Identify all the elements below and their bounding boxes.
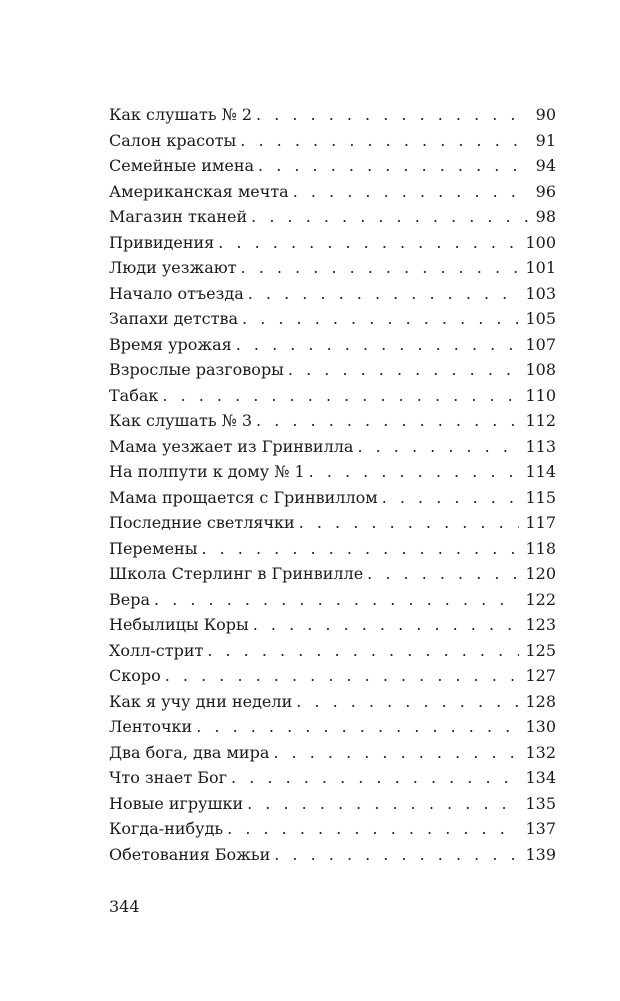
toc-entry-page: 128 [525, 691, 556, 711]
toc-entry-title: Начало отъезда [109, 283, 244, 303]
toc-entry-page: 112 [525, 411, 556, 430]
toc-entry [109, 765, 556, 791]
toc-entry [109, 536, 556, 562]
toc-entry-title: Как слушать № 2 [109, 105, 253, 124]
dot-leader [309, 459, 520, 485]
toc-entry-title: Обетования Божьи [109, 844, 271, 864]
toc-entry-page: 90 [535, 105, 556, 124]
dot-leader [162, 383, 519, 409]
toc-entry-title: Запахи детства [109, 309, 239, 328]
dot-leader [251, 204, 529, 230]
toc-entry [109, 306, 556, 332]
toc-entry-page: 137 [525, 819, 556, 838]
toc-entry-page: 139 [525, 844, 556, 864]
dot-leader [248, 281, 520, 307]
toc-entry-title: Новые игрушки [109, 793, 244, 813]
toc-entry-page: 123 [525, 615, 556, 634]
toc-entry-title: Магазин тканей [109, 207, 248, 226]
toc-entry [109, 485, 556, 511]
dot-leader [196, 714, 519, 740]
dot-leader [256, 102, 530, 128]
toc-entry [109, 128, 556, 154]
toc-entry-page: 105 [525, 309, 556, 328]
dot-leader [201, 536, 519, 562]
toc-entry [109, 230, 556, 256]
toc-entry-page: 127 [525, 666, 556, 685]
toc-entry-page: 125 [525, 640, 556, 660]
toc-entry-page: 115 [525, 487, 556, 507]
toc-entry [109, 102, 556, 128]
toc-entry-page: 94 [535, 156, 556, 175]
toc-entry [109, 816, 556, 842]
toc-entry-page: 132 [525, 742, 556, 762]
toc-entry-title: Как я учу дни недели [109, 691, 293, 711]
dot-leader [357, 434, 519, 460]
table-of-contents [109, 102, 556, 867]
toc-entry-page: 107 [525, 334, 556, 354]
toc-entry [109, 689, 556, 715]
toc-entry-title: Небылицы Коры [109, 615, 249, 634]
toc-entry [109, 153, 556, 179]
toc-entry-title: Табак [109, 385, 159, 405]
dot-leader [207, 638, 519, 664]
dot-leader [293, 179, 530, 205]
toc-entry-title: Взрослые разговоры [109, 360, 284, 379]
toc-entry-title: Семейные имена [109, 156, 255, 175]
toc-entry-page: 91 [535, 130, 556, 150]
toc-entry-title: Мама прощается с Гринвиллом [109, 487, 378, 507]
dot-leader [236, 332, 520, 358]
toc-entry-title: Школа Стерлинг в Гринвилле [109, 564, 364, 583]
toc-entry [109, 663, 556, 689]
toc-entry-title: Холл-стрит [109, 640, 204, 660]
toc-entry [109, 357, 556, 383]
toc-entry-page: 98 [535, 207, 556, 226]
toc-entry [109, 740, 556, 766]
dot-leader [242, 306, 519, 332]
dot-leader [288, 357, 520, 383]
toc-entry [109, 842, 556, 868]
dot-leader [231, 765, 519, 791]
toc-entry-title: Привидения [109, 232, 215, 252]
toc-entry-page: 122 [525, 589, 556, 609]
dot-leader [273, 740, 519, 766]
toc-entry [109, 714, 556, 740]
toc-entry-page: 135 [525, 793, 556, 813]
toc-entry-page: 110 [525, 385, 556, 405]
dot-leader [218, 230, 519, 256]
toc-entry-page: 101 [525, 258, 556, 277]
toc-entry-title: Вера [109, 589, 151, 609]
toc-entry [109, 561, 556, 587]
toc-entry-page: 96 [535, 181, 556, 201]
toc-entry [109, 612, 556, 638]
toc-entry-page: 108 [525, 360, 556, 379]
toc-entry [109, 383, 556, 409]
toc-entry [109, 638, 556, 664]
toc-entry [109, 408, 556, 434]
toc-entry-title: Скоро [109, 666, 161, 685]
toc-entry [109, 587, 556, 613]
dot-leader [296, 689, 519, 715]
dot-leader [241, 255, 520, 281]
dot-leader [299, 510, 520, 536]
toc-entry [109, 459, 556, 485]
toc-entry-title: Когда-нибудь [109, 819, 224, 838]
toc-entry [109, 791, 556, 817]
dot-leader [247, 791, 519, 817]
toc-entry-page: 117 [525, 513, 556, 532]
toc-entry [109, 255, 556, 281]
dot-leader [253, 612, 520, 638]
toc-entry-title: Два бога, два мира [109, 742, 270, 762]
toc-entry-title: Мама уезжает из Гринвилла [109, 436, 354, 456]
toc-entry-title: Салон красоты [109, 130, 237, 150]
toc-entry-title: Как слушать № 3 [109, 411, 253, 430]
toc-entry-title: Американская мечта [109, 181, 289, 201]
toc-entry-page: 100 [525, 232, 556, 252]
toc-entry-page: 134 [525, 768, 556, 787]
dot-leader [256, 408, 519, 434]
dot-leader [240, 128, 529, 154]
toc-entry-title: Люди уезжают [109, 258, 237, 277]
toc-entry [109, 204, 556, 230]
toc-entry-title: Ленточки [109, 717, 193, 736]
dot-leader [367, 561, 519, 587]
dot-leader [258, 153, 530, 179]
dot-leader [165, 663, 520, 689]
dot-leader [274, 842, 519, 868]
toc-entry-page: 113 [525, 436, 556, 456]
toc-entry [109, 434, 556, 460]
toc-entry-page: 120 [525, 564, 556, 583]
page-number: 344 [109, 897, 140, 916]
toc-entry-title: Последние светлячки [109, 513, 295, 532]
toc-entry [109, 281, 556, 307]
dot-leader [382, 485, 520, 511]
dot-leader [227, 816, 519, 842]
toc-entry-title: На полпути к дому № 1 [109, 462, 305, 481]
toc-entry-title: Перемены [109, 538, 198, 558]
toc-entry-page: 130 [525, 717, 556, 736]
toc-entry-title: Что знает Бог [109, 768, 228, 787]
dot-leader [154, 587, 519, 613]
toc-entry [109, 332, 556, 358]
toc-entry-page: 114 [525, 462, 556, 481]
toc-entry [109, 510, 556, 536]
toc-entry-title: Время урожая [109, 334, 232, 354]
toc-entry [109, 179, 556, 205]
toc-entry-page: 118 [525, 538, 556, 558]
toc-entry-page: 103 [525, 283, 556, 303]
